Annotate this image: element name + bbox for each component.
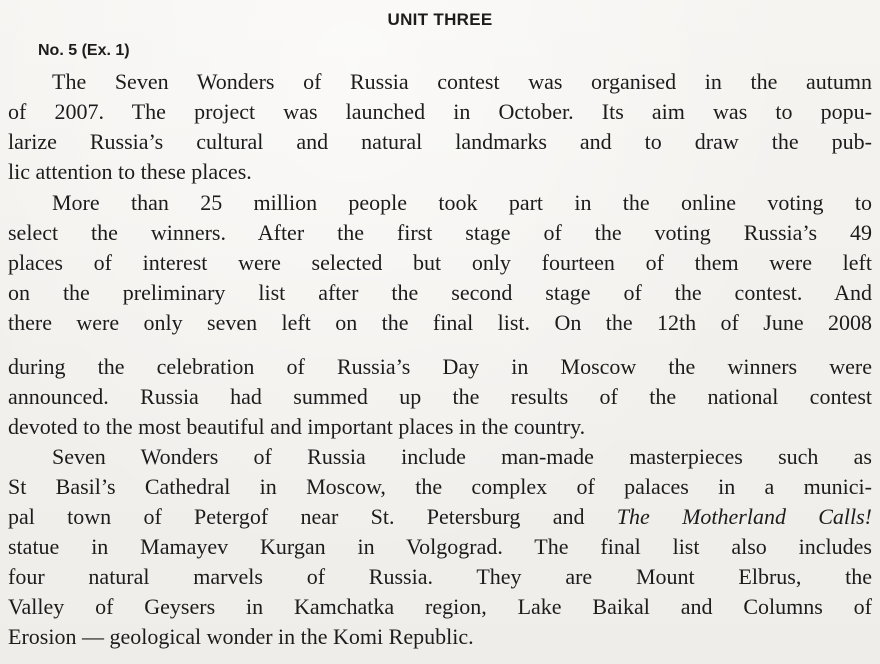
text-line: announced. Russia had summed up the results of the national contest [8,384,872,409]
text-line: four natural marvels of Russia. They are Mount Elbrus, the [8,564,872,589]
text-line: larize Russia’s cultural and natural landmarks and to draw the pub- [8,129,872,154]
italic-title: The Motherland Calls! [616,504,872,529]
text-line: lic attention to these places. [8,159,252,184]
text-line: there were only seven left on the final list. On the 12th of June 2008 [8,310,872,335]
text-line: More than 25 million people took part in the online voting to [52,190,872,215]
text-line: places of interest were selected but only fourteen of them were left [8,250,872,275]
text-line: select the winners. After the first stage of the voting Russia’s 49 [8,220,872,245]
text-line: Erosion — geological wonder in the Komi Republic. [8,624,474,649]
text-line: on the preliminary list after the second stage of the contest. And [8,280,872,305]
text-line: of 2007. The project was launched in October. Its aim was to popu- [8,99,872,124]
text-line: devoted to the most beautiful and important places in the country. [8,414,586,439]
text-line: St Basil’s Cathedral in Moscow, the complex of palaces in a munici- [8,474,872,499]
text-line: statue in Mamayev Kurgan in Volgograd. The final list also includes [8,534,872,559]
exercise-label: No. 5 (Ex. 1) [38,42,130,59]
text-line: Valley of Geysers in Kamchatka region, Lake Baikal and Columns of [8,594,872,619]
text-line: Seven Wonders of Russia include man-made masterpieces such as [52,444,872,469]
text-segment: pal town of Petergof near St. Petersburg and [8,504,585,529]
text-line: during the celebration of Russia’s Day in Moscow the winners were [8,354,872,379]
text-line: The Seven Wonders of Russia contest was organised in the autumn [52,69,872,94]
text-line-with-italic [8,502,872,531]
unit-title: UNIT THREE [387,10,493,29]
